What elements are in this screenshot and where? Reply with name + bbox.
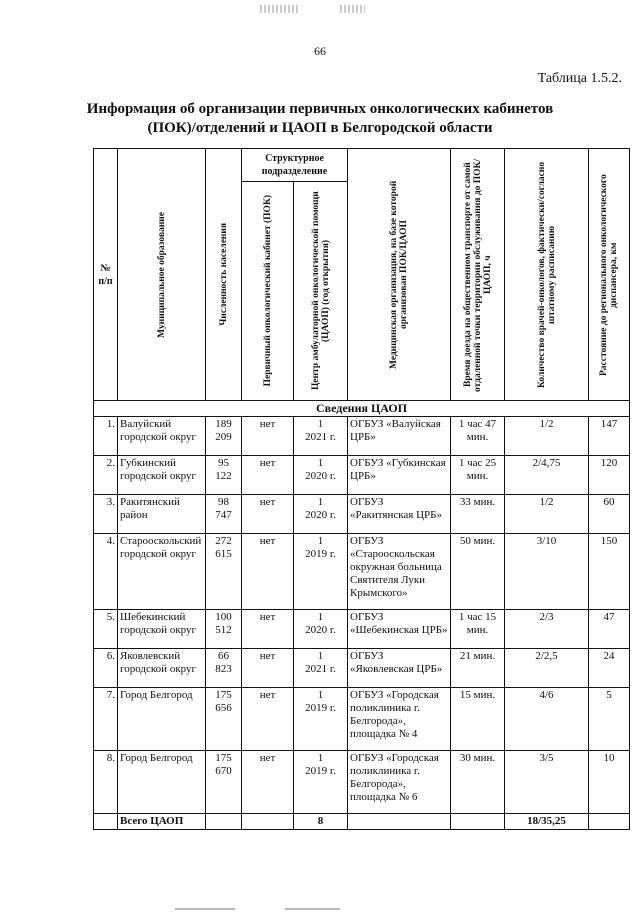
total-row [94, 814, 630, 830]
row-organization: ОГБУЗ «Губкинская ЦРБ» [348, 456, 451, 495]
row-pok: нет [242, 751, 294, 814]
row-pok: нет [242, 688, 294, 751]
row-doctors: 3/10 [505, 534, 589, 610]
row-pok: нет [242, 417, 294, 456]
row-municipality: Шебекинский городской округ [118, 610, 206, 649]
row-population: 272 615 [206, 534, 242, 610]
row-doctors: 2/3 [505, 610, 589, 649]
row-distance: 147 [589, 417, 630, 456]
row-organization: ОГБУЗ «Городская поликлиника г. Белгорода», площадка № 6 [348, 751, 451, 814]
row-num: 8. [94, 751, 118, 814]
table-row [94, 688, 630, 751]
row-travel-time: 1 час 25 мин. [451, 456, 505, 495]
row-population: 175 656 [206, 688, 242, 751]
row-travel-time: 33 мин. [451, 495, 505, 534]
row-population: 100 512 [206, 610, 242, 649]
row-num: 2. [94, 456, 118, 495]
row-pok: нет [242, 534, 294, 610]
total-caop: 8 [294, 814, 348, 830]
row-doctors: 2/4,75 [505, 456, 589, 495]
row-num: 1. [94, 417, 118, 456]
row-municipality: Город Белгород [118, 751, 206, 814]
header-doctors: Количество врачей-онкологов, фактически/согласно штатному расписанию [505, 149, 589, 401]
row-pok: нет [242, 495, 294, 534]
row-travel-time: 15 мин. [451, 688, 505, 751]
row-distance: 5 [589, 688, 630, 751]
section-title: Сведения ЦАОП [94, 401, 630, 417]
row-pok: нет [242, 456, 294, 495]
row-caop: 1 2021 г. [294, 417, 348, 456]
page-title: Информация об организации первичных онкологических кабинетов (ПОК)/отделений и ЦАОП в Белгородской области [86, 101, 554, 136]
row-caop: 1 2019 г. [294, 751, 348, 814]
row-organization: ОГБУЗ «Старооскольская окружная больница Святителя Луки Крымского» [348, 534, 451, 610]
caop-table [93, 148, 630, 830]
total-label: Всего ЦАОП [118, 814, 206, 830]
header-municipality: Муниципальное образование [118, 149, 206, 401]
header-caop: Центр амбулаторной онкологической помощи (ЦАОП) (год открытия) [294, 182, 348, 401]
header-organization: Медицинская организация, на базе которой организован ПОК/ЦАОП [348, 149, 451, 401]
row-doctors: 2/2,5 [505, 649, 589, 688]
row-population: 66 823 [206, 649, 242, 688]
row-distance: 120 [589, 456, 630, 495]
row-population: 189 209 [206, 417, 242, 456]
row-caop: 1 2020 г. [294, 495, 348, 534]
header-num: № п/п [94, 149, 118, 401]
table-row [94, 417, 630, 456]
row-organization: ОГБУЗ «Городская поликлиника г. Белгорода», площадка № 4 [348, 688, 451, 751]
page-number: 66 [314, 44, 326, 58]
row-municipality: Город Белгород [118, 688, 206, 751]
scan-artifact [260, 5, 300, 13]
row-pok: нет [242, 610, 294, 649]
row-population: 175 670 [206, 751, 242, 814]
table-row [94, 456, 630, 495]
row-travel-time: 50 мин. [451, 534, 505, 610]
row-population: 98 747 [206, 495, 242, 534]
row-municipality: Яковлевский городской округ [118, 649, 206, 688]
header-travel-time: Время доезда на общественном транспорте от самой отдаленной точки территории обслуживания до ПОК/ЦАОП, ч [451, 149, 505, 401]
row-municipality: Валуйский городской округ [118, 417, 206, 456]
row-doctors: 4/6 [505, 688, 589, 751]
row-num: 5. [94, 610, 118, 649]
table-row [94, 534, 630, 610]
scan-artifact [340, 5, 365, 13]
row-caop: 1 2019 г. [294, 534, 348, 610]
row-caop: 1 2020 г. [294, 610, 348, 649]
row-num: 6. [94, 649, 118, 688]
row-organization: ОГБУЗ «Шебекинская ЦРБ» [348, 610, 451, 649]
table-row [94, 751, 630, 814]
row-distance: 47 [589, 610, 630, 649]
scan-artifact [175, 908, 235, 910]
row-organization: ОГБУЗ «Валуйская ЦРБ» [348, 417, 451, 456]
row-num: 4. [94, 534, 118, 610]
row-doctors: 1/2 [505, 495, 589, 534]
row-caop: 1 2019 г. [294, 688, 348, 751]
table-row [94, 495, 630, 534]
scan-artifact [285, 908, 340, 910]
row-num: 7. [94, 688, 118, 751]
row-doctors: 3/5 [505, 751, 589, 814]
row-doctors: 1/2 [505, 417, 589, 456]
row-organization: ОГБУЗ «Яковлевская ЦРБ» [348, 649, 451, 688]
row-municipality: Губкинский городской округ [118, 456, 206, 495]
row-municipality: Старооскольский городской округ [118, 534, 206, 610]
row-distance: 60 [589, 495, 630, 534]
row-distance: 24 [589, 649, 630, 688]
row-distance: 150 [589, 534, 630, 610]
row-travel-time: 30 мин. [451, 751, 505, 814]
row-pok: нет [242, 649, 294, 688]
header-population: Численность населения [206, 149, 242, 401]
row-travel-time: 21 мин. [451, 649, 505, 688]
header-structural: Структурное подразделение [242, 149, 348, 182]
table-label: Таблица 1.5.2. [537, 71, 622, 86]
row-travel-time: 1 час 15 мин. [451, 610, 505, 649]
row-organization: ОГБУЗ «Ракитянская ЦРБ» [348, 495, 451, 534]
header-pok: Первичный онкологический кабинет (ПОК) [242, 182, 294, 401]
row-caop: 1 2020 г. [294, 456, 348, 495]
row-travel-time: 1 час 47 мин. [451, 417, 505, 456]
row-municipality: Ракитянский район [118, 495, 206, 534]
total-doctors: 18/35,25 [505, 814, 589, 830]
header-distance: Расстояние до регионального онкологического диспансера, км [589, 149, 630, 401]
table-row [94, 649, 630, 688]
table-row [94, 610, 630, 649]
row-caop: 1 2021 г. [294, 649, 348, 688]
row-population: 95 122 [206, 456, 242, 495]
row-num: 3. [94, 495, 118, 534]
row-distance: 10 [589, 751, 630, 814]
